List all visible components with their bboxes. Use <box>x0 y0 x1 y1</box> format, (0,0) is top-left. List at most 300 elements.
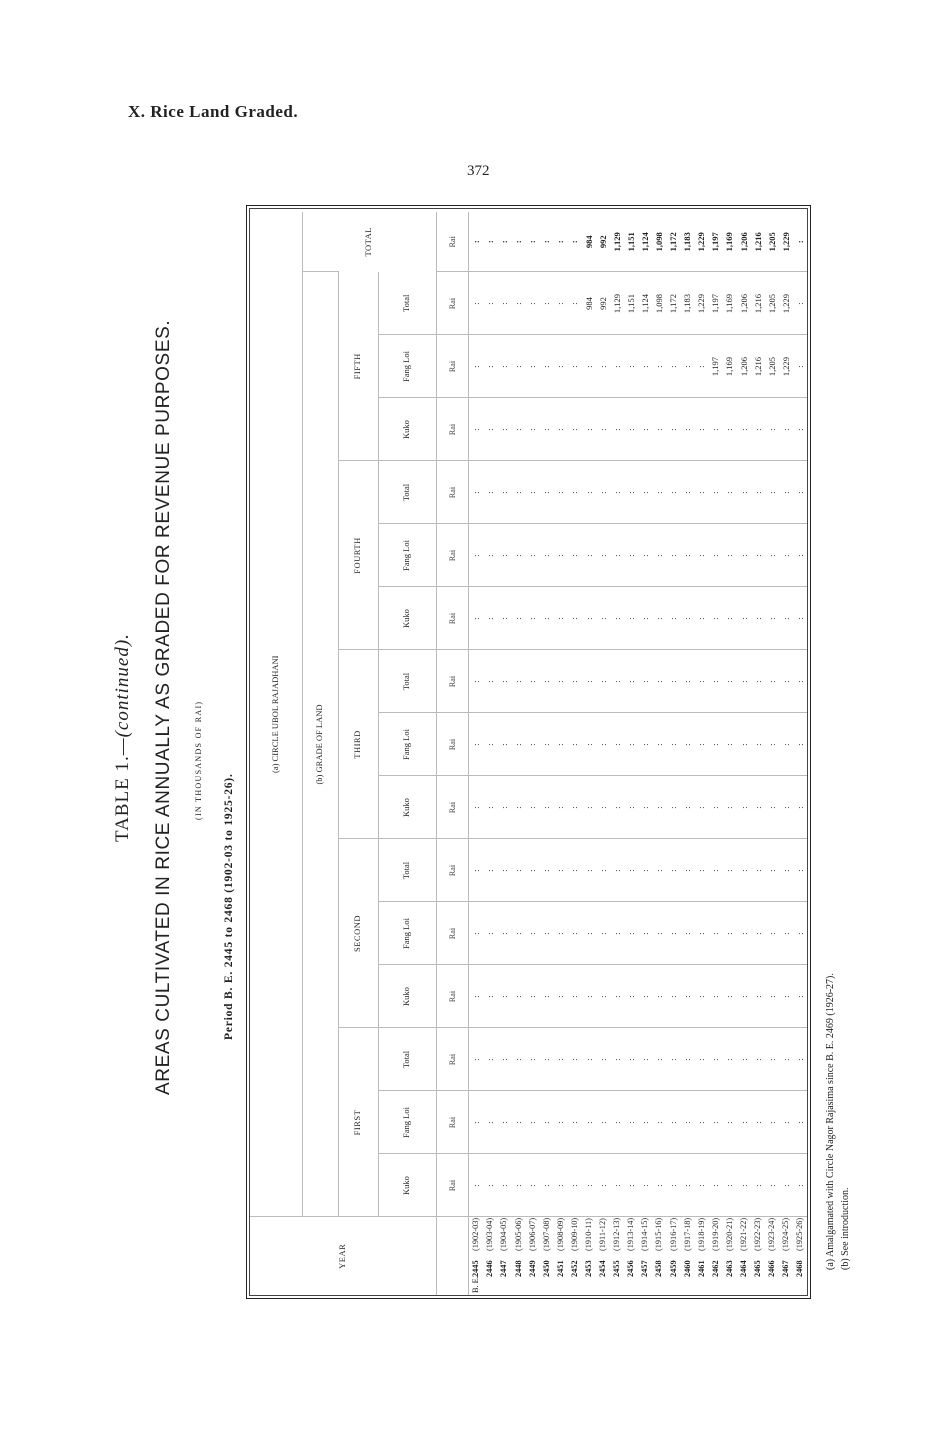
year-cell <box>596 1217 610 1295</box>
total-cell: : <box>513 240 524 244</box>
value-cell: : <box>553 335 567 398</box>
value-cell: : <box>468 776 483 839</box>
value-cell: 1,216 <box>751 272 765 335</box>
value-cell: : <box>736 587 750 650</box>
ad-year: (1908-09) <box>555 1217 565 1251</box>
value-cell: : <box>751 524 765 587</box>
value-cell: : <box>468 398 483 461</box>
value-cell: : <box>793 1028 807 1091</box>
value-cell: 1,206 <box>736 272 750 335</box>
ad-year: (1907-08) <box>541 1217 551 1251</box>
value-cell: : <box>751 461 765 524</box>
value-cell: : <box>610 839 624 902</box>
year-cell <box>483 1217 497 1295</box>
be-prefix: B. E. <box>471 1276 481 1293</box>
value-cell: 1,098 <box>652 272 666 335</box>
value-cell: : <box>736 1091 750 1154</box>
value-cell: : <box>765 461 779 524</box>
value-cell: : <box>722 587 736 650</box>
value-cell: : <box>765 902 779 965</box>
value-cell: 1,205 <box>765 335 779 398</box>
units-note: (IN THOUSANDS OF RAI) <box>194 700 203 820</box>
value-cell: 1,229 <box>779 272 793 335</box>
value-cell: : <box>751 1091 765 1154</box>
be-year: 2454 <box>598 1260 608 1277</box>
value-cell: : <box>708 776 722 839</box>
value-cell: : <box>779 839 793 902</box>
ad-year: (1923-24) <box>767 1217 777 1251</box>
value-cell: : <box>779 650 793 713</box>
value-cell: 1,206 <box>736 335 750 398</box>
table-frame <box>246 205 811 1299</box>
ad-year: (1905-06) <box>513 1217 523 1251</box>
subheader-fifth-kuko: Kuko <box>378 398 436 461</box>
year-cell <box>652 1217 666 1295</box>
value-cell: : <box>680 839 694 902</box>
value-cell: : <box>694 1091 708 1154</box>
value-cell: : <box>765 398 779 461</box>
value-cell: : <box>680 1091 694 1154</box>
value-cell: : <box>652 776 666 839</box>
year-cell <box>793 1217 807 1295</box>
value-cell: : <box>511 1028 525 1091</box>
value-cell: : <box>779 461 793 524</box>
value-cell: : <box>511 713 525 776</box>
value-cell: : <box>624 524 638 587</box>
value-cell: : <box>610 1091 624 1154</box>
value-cell: 1,183 <box>680 272 694 335</box>
unit-row <box>436 212 468 1295</box>
be-year: 2452 <box>569 1260 579 1277</box>
value-cell: : <box>694 524 708 587</box>
value-cell: : <box>680 650 694 713</box>
subheader-first-fang-loi: Fang Loi <box>378 1091 436 1154</box>
value-cell: 992 <box>596 272 610 335</box>
grade-header: (b) GRADE OF LAND <box>302 272 338 1217</box>
value-cell: : <box>624 713 638 776</box>
value-cell: : <box>694 902 708 965</box>
value-cell: : <box>765 650 779 713</box>
value-cell: 1,205 <box>765 272 779 335</box>
value-cell: : <box>539 587 553 650</box>
subheader-second-fang-loi: Fang Loi <box>378 902 436 965</box>
value-cell: : <box>483 1091 497 1154</box>
year-cell <box>581 1217 595 1295</box>
table-row <box>694 212 708 1295</box>
value-cell: : <box>497 461 511 524</box>
value-cell: : <box>581 587 595 650</box>
table-row <box>765 212 779 1295</box>
value-cell: : <box>779 776 793 839</box>
period-heading: Period B. E. 2445 to 2468 (1902-03 to 1925-26). <box>223 773 235 1040</box>
value-cell: : <box>610 713 624 776</box>
value-cell: : <box>525 965 539 1028</box>
value-cell: : <box>666 776 680 839</box>
unit-label: Rai <box>436 650 468 713</box>
value-cell: : <box>610 965 624 1028</box>
value-cell: : <box>751 650 765 713</box>
value-cell: : <box>483 902 497 965</box>
value-cell: : <box>793 839 807 902</box>
total-cell: 1,098 <box>653 232 664 252</box>
value-cell: : <box>751 965 765 1028</box>
rice-land-table <box>250 212 807 1295</box>
year-cell <box>680 1217 694 1295</box>
value-cell: : <box>751 839 765 902</box>
value-cell: : <box>638 335 652 398</box>
value-cell: : <box>511 272 525 335</box>
value-cell: : <box>511 1154 525 1217</box>
value-cell: : <box>680 587 694 650</box>
year-cell <box>751 1217 765 1295</box>
value-cell: : <box>610 524 624 587</box>
total-cell: 1,206 <box>738 232 749 252</box>
ad-year: (1918-19) <box>696 1217 706 1251</box>
value-cell: : <box>581 524 595 587</box>
value-cell: : <box>581 1091 595 1154</box>
be-year: 2463 <box>724 1260 734 1277</box>
value-cell: : <box>793 1091 807 1154</box>
year-cell <box>708 1217 722 1295</box>
subheader-second-kuko: Kuko <box>378 965 436 1028</box>
year-cell <box>525 1217 539 1295</box>
value-cell: : <box>638 524 652 587</box>
total-cell: : <box>470 240 481 244</box>
grade-fifth: FIFTH <box>338 272 378 461</box>
value-cell: : <box>624 398 638 461</box>
year-cell <box>511 1217 525 1295</box>
value-cell: : <box>736 965 750 1028</box>
ad-year: (1906-07) <box>527 1217 537 1251</box>
value-cell: : <box>525 587 539 650</box>
value-cell: 1,151 <box>624 272 638 335</box>
value-cell: 1,229 <box>779 335 793 398</box>
value-cell: 1,172 <box>666 272 680 335</box>
value-cell: : <box>722 524 736 587</box>
value-cell: : <box>497 1028 511 1091</box>
total-cell: : <box>541 240 552 244</box>
value-cell: : <box>596 1028 610 1091</box>
be-year: 2456 <box>626 1260 636 1277</box>
value-cell: : <box>694 587 708 650</box>
subheader-fourth-fang-loi: Fang Loi <box>378 524 436 587</box>
value-cell: : <box>680 335 694 398</box>
value-cell: : <box>567 272 581 335</box>
year-cell <box>468 1217 483 1295</box>
unit-label: Rai <box>436 212 468 272</box>
unit-label: Rai <box>436 398 468 461</box>
subheader-third-fang-loi: Fang Loi <box>378 713 436 776</box>
value-cell: 1,216 <box>751 335 765 398</box>
grade-third: THIRD <box>338 650 378 839</box>
value-cell: : <box>722 713 736 776</box>
year-cell <box>610 1217 624 1295</box>
table-row <box>722 212 736 1295</box>
value-cell: : <box>468 902 483 965</box>
value-cell: : <box>722 776 736 839</box>
total-cell: 1,205 <box>766 232 777 252</box>
table-row <box>497 212 511 1295</box>
value-cell: : <box>793 524 807 587</box>
value-cell: : <box>680 713 694 776</box>
value-cell: : <box>497 1154 511 1217</box>
value-cell: : <box>666 902 680 965</box>
grade-first: FIRST <box>338 1028 378 1217</box>
value-cell: : <box>765 776 779 839</box>
ad-year: (1924-25) <box>781 1217 791 1251</box>
value-cell: : <box>468 1028 483 1091</box>
value-cell: : <box>567 1091 581 1154</box>
be-year: 2457 <box>640 1260 650 1277</box>
value-cell: : <box>736 524 750 587</box>
value-cell: : <box>497 587 511 650</box>
value-cell: : <box>468 965 483 1028</box>
value-cell: : <box>736 650 750 713</box>
value-cell: : <box>497 398 511 461</box>
value-cell: : <box>567 461 581 524</box>
be-year: 2450 <box>541 1260 551 1277</box>
value-cell: 1,169 <box>722 335 736 398</box>
table-row <box>610 212 624 1295</box>
value-cell: : <box>638 461 652 524</box>
value-cell: : <box>751 902 765 965</box>
value-cell: : <box>468 587 483 650</box>
value-cell: : <box>779 965 793 1028</box>
value-cell: : <box>525 650 539 713</box>
circle-header: (a) CIRCLE UBOL RAJADHANI <box>250 212 302 1217</box>
table-row <box>793 212 807 1295</box>
value-cell: : <box>610 398 624 461</box>
total-cell: 1,129 <box>611 232 622 252</box>
year-cell <box>539 1217 553 1295</box>
be-year: 2467 <box>781 1260 791 1277</box>
value-cell: : <box>610 335 624 398</box>
value-cell: : <box>652 524 666 587</box>
value-cell: : <box>751 776 765 839</box>
value-cell: : <box>779 587 793 650</box>
value-cell: : <box>581 335 595 398</box>
value-cell: : <box>666 1091 680 1154</box>
value-cell: : <box>779 398 793 461</box>
value-cell: : <box>468 713 483 776</box>
value-cell: : <box>511 1091 525 1154</box>
value-cell: : <box>596 398 610 461</box>
value-cell: : <box>666 965 680 1028</box>
unit-label: Rai <box>436 335 468 398</box>
value-cell: : <box>680 524 694 587</box>
value-cell: : <box>624 902 638 965</box>
be-year: 2455 <box>612 1260 622 1277</box>
value-cell: : <box>553 461 567 524</box>
value-cell: : <box>610 650 624 713</box>
ad-year: (1925-26) <box>795 1217 805 1251</box>
value-cell: : <box>483 398 497 461</box>
value-cell: 1,197 <box>708 272 722 335</box>
value-cell: : <box>722 965 736 1028</box>
value-cell: : <box>525 461 539 524</box>
table-row <box>567 212 581 1295</box>
value-cell: : <box>793 776 807 839</box>
value-cell: : <box>468 524 483 587</box>
value-cell: : <box>624 965 638 1028</box>
footnote-b: (b) See introduction. <box>840 1187 851 1270</box>
be-year: 2446 <box>485 1260 495 1277</box>
value-cell: : <box>497 650 511 713</box>
value-cell: : <box>525 776 539 839</box>
subheader-fifth-fang-loi: Fang Loi <box>378 335 436 398</box>
value-cell: : <box>539 650 553 713</box>
value-cell: 984 <box>581 272 595 335</box>
value-cell: : <box>652 839 666 902</box>
page-number: 372 <box>467 163 490 179</box>
section-heading: X. Rice Land Graded. <box>128 102 299 121</box>
be-year: 2459 <box>668 1260 678 1277</box>
value-cell: : <box>525 272 539 335</box>
value-cell: : <box>751 398 765 461</box>
subheader-first-total: Total <box>378 1028 436 1091</box>
value-cell: : <box>511 839 525 902</box>
value-cell: : <box>483 335 497 398</box>
value-cell: : <box>652 965 666 1028</box>
value-cell: : <box>666 335 680 398</box>
grade-fourth: FOURTH <box>338 461 378 650</box>
value-cell: : <box>610 587 624 650</box>
value-cell: : <box>539 524 553 587</box>
value-cell: : <box>596 335 610 398</box>
value-cell: : <box>694 713 708 776</box>
year-cell <box>638 1217 652 1295</box>
value-cell: : <box>610 1154 624 1217</box>
value-cell: : <box>525 1028 539 1091</box>
value-cell: : <box>708 524 722 587</box>
value-cell: : <box>652 587 666 650</box>
value-cell: : <box>539 461 553 524</box>
table-row <box>539 212 553 1295</box>
value-cell: : <box>722 1028 736 1091</box>
value-cell: : <box>652 1028 666 1091</box>
value-cell: : <box>596 776 610 839</box>
value-cell: : <box>539 839 553 902</box>
value-cell: : <box>793 1154 807 1217</box>
value-cell: : <box>624 335 638 398</box>
value-cell: : <box>553 713 567 776</box>
value-cell: : <box>539 272 553 335</box>
value-cell: : <box>511 524 525 587</box>
subheader-third-kuko: Kuko <box>378 776 436 839</box>
value-cell: : <box>694 335 708 398</box>
value-cell: : <box>722 461 736 524</box>
value-cell: : <box>567 839 581 902</box>
value-cell: : <box>708 839 722 902</box>
value-cell: : <box>694 1028 708 1091</box>
value-cell: : <box>680 776 694 839</box>
value-cell: : <box>708 398 722 461</box>
be-year: 2453 <box>584 1260 593 1277</box>
year-cell <box>666 1217 680 1295</box>
value-cell: : <box>694 398 708 461</box>
value-cell: : <box>722 1154 736 1217</box>
value-cell: 1,169 <box>722 272 736 335</box>
table-row <box>483 212 497 1295</box>
value-cell: : <box>652 902 666 965</box>
value-cell: : <box>694 650 708 713</box>
value-cell: : <box>581 902 595 965</box>
value-cell: : <box>567 335 581 398</box>
value-cell: : <box>694 1154 708 1217</box>
value-cell: : <box>708 650 722 713</box>
value-cell: : <box>483 965 497 1028</box>
value-cell: : <box>553 524 567 587</box>
value-cell: : <box>652 1154 666 1217</box>
subheader-first-kuko: Kuko <box>378 1154 436 1217</box>
unit-label: Rai <box>436 1028 468 1091</box>
table-row <box>525 212 539 1295</box>
value-cell: : <box>468 839 483 902</box>
value-cell: : <box>539 1028 553 1091</box>
total-cell: 1,229 <box>780 232 791 252</box>
year-cell <box>779 1217 793 1295</box>
value-cell: : <box>468 335 483 398</box>
value-cell: : <box>468 272 483 335</box>
total-cell: 1,183 <box>682 232 693 252</box>
value-cell: : <box>751 713 765 776</box>
value-cell: : <box>624 587 638 650</box>
table-row <box>736 212 750 1295</box>
total-cell: : <box>484 240 495 244</box>
table-row <box>751 212 765 1295</box>
table-row <box>553 212 567 1295</box>
unit-label: Rai <box>436 776 468 839</box>
total-cell: 1,124 <box>639 232 650 252</box>
value-cell: : <box>567 776 581 839</box>
be-year: 2460 <box>682 1260 692 1277</box>
subheader-third-total: Total <box>378 650 436 713</box>
value-cell: : <box>483 713 497 776</box>
value-cell: : <box>736 839 750 902</box>
value-cell: : <box>736 461 750 524</box>
year-cell <box>567 1217 581 1295</box>
total-header: TOTAL <box>302 212 436 272</box>
value-cell: : <box>708 1091 722 1154</box>
value-cell: : <box>525 335 539 398</box>
unit-label: Rai <box>436 524 468 587</box>
table-row <box>511 212 525 1295</box>
value-cell: : <box>497 713 511 776</box>
be-year: 2462 <box>710 1260 720 1277</box>
value-cell: : <box>652 335 666 398</box>
value-cell: : <box>525 1154 539 1217</box>
value-cell: : <box>765 713 779 776</box>
value-cell: : <box>567 398 581 461</box>
value-cell: : <box>638 965 652 1028</box>
value-cell: : <box>596 461 610 524</box>
value-cell: : <box>497 839 511 902</box>
value-cell: : <box>596 1154 610 1217</box>
value-cell: : <box>539 335 553 398</box>
value-cell: : <box>638 839 652 902</box>
value-cell: : <box>765 1091 779 1154</box>
value-cell: : <box>539 902 553 965</box>
be-year: 2447 <box>499 1260 509 1277</box>
ad-year: (1912-13) <box>612 1217 622 1251</box>
value-cell: : <box>680 461 694 524</box>
value-cell: : <box>539 1154 553 1217</box>
value-cell: : <box>468 461 483 524</box>
value-cell: : <box>624 839 638 902</box>
value-cell: : <box>793 902 807 965</box>
value-cell: : <box>581 839 595 902</box>
value-cell: : <box>708 713 722 776</box>
